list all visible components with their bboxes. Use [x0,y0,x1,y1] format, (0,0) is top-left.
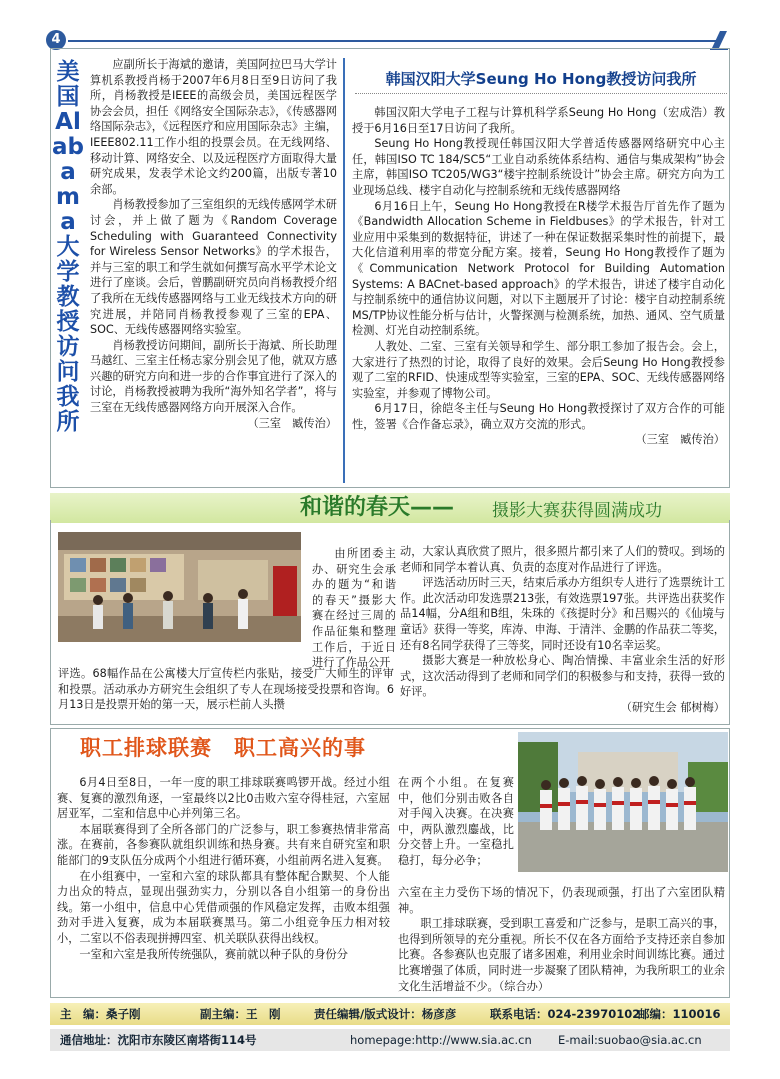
article-volleyball-col2-continued [398,885,725,994]
deputy-editor: 副主编：王 刚 [200,1007,281,1021]
paragraph: 摄影大赛是一种放松身心、陶冶情操、丰富业余生活的好形式，这次活动得到了老师和同学们的积极参与和支持，获得一致的好评。 [400,654,725,699]
paragraph: 韩国汉阳大学电子工程与计算机科学系Seung Ho Hong（宏成浩）教授于6月16日至17日访问了我所。 [352,106,725,135]
postcode: 邮编：110016 [638,1007,721,1021]
header-rule [68,40,718,42]
article-volleyball-col2: 在两个小组。在复赛中，他们分别击败各自对手闯入决赛。在决赛中，两队激烈鏖战，比分交替上升。一室稳扎稳打，每分必争； [398,776,514,867]
mailing-address: 通信地址：沈阳市东陵区南塔街114号 [60,1033,257,1047]
paragraph: 人教处、二室、三室有关领导和学生、部分职工参加了报告会。会上，大家进行了热烈的讨论，取得了良好的效果。会后Seung Ho Hong教授参观了二室的RFID、快速成型等实验室，三室的EPA、SOC、无线传感器网络实验室，并参观了博物公司。 [352,339,725,400]
layout-editor: 责任编辑/版式设计：杨彦彦 [314,1007,457,1021]
article-title-hanyang: 韩国汉阳大学Seung Ho Hong教授访问我所 [355,64,727,94]
masthead-contact [50,1029,730,1051]
vertical-article-title: 美国Alabama大学教授访问我所 [52,59,84,435]
paragraph: 6月16日上午，Seung Ho Hong教授在R楼学术报告厅首先作了题为《Bandwidth Allocation Scheme in Fieldbuses》的学术报告，针对工业应用中采集到的数据特征，讲述了一种在保证数据采集时性的前提下，最大化信道利用率的带宽分配方案。接着，Seung Ho Hong教授作了题为《Communication Network Protocol for Building Automation Systems: A BACnet-based approach》的学术报告，讲述了楼宇自动化与控制系统中的通信协议问题，对以下主题展开了讨论：楼宇自动控制系统MS/TP协议性能分析与估计，火警探测与检测系统，加热、通风、空气质量检测、灯光自动控制系统。 [352,199,725,338]
paragraph: 肖杨教授参加了三室组织的无线传感网学术研讨会，并上做了题为《Random Coverage Scheduling with Guaranteed Connectivity for Wireless Sensor Networks》的学术报告，并与三室的职工和学生就如何撰写高水平学术论文进行了座谈。会后，曾鹏副研究员向肖杨教授介绍了我所在无线传感器网络与工业无线技术方向的研究进展，并陪同肖杨教授参观了三室的EPA、SOC、无线传感器网络实验室。 [90,198,337,337]
paragraph: Seung Ho Hong教授现任韩国汉阳大学普适传感器网络研究中心主任，韩国ISO TC 184/SC5“工业自动系统体系结构、通信与集成架构”协会主席，韩国ISO TC205/WG3“楼宇控制系统设计”协会主席。研究方向为工业现场总线、楼宇自动化与控制系统和无线传感器网络 [352,137,725,197]
page-number: 4 [46,30,66,50]
chief-editor: 主 编：桑子刚 [60,1007,141,1021]
paragraph: 6月17日，徐皑冬主任与Seung Ho Hong教授探讨了双方合作的可能性，签署《合作备忘录》，确立双方交流的形式。 [352,402,725,431]
article-title-spring: 和谐的春天—— [300,495,455,520]
paragraph: 本届联赛得到了全所各部门的广泛参与，职工参赛热情非常高涨。在赛前，各参赛队就组织训练和热身赛。共有来自研究室和职能部门的9支队伍分成两个小组进行循环赛，小组前两名进入复赛。 [57,822,390,867]
column-divider [343,58,345,483]
email-link[interactable]: E-mail:suobao@sia.ac.cn [558,1033,702,1047]
masthead-credits [50,1003,730,1025]
contact-phone: 联系电话：024-23970102 [490,1007,641,1021]
article-spring-right [400,544,725,716]
paragraph: 肖杨教授访问期间，副所长于海斌、所长助理马越红、三室主任杨志家分别会见了他，就双方感兴趣的研究方向和进一步的合作事宜进行了深入的讨论，肖杨教授被聘为我所“海外知名学者”，将与三室在无线传感器网络方向开展深入合作。 [90,338,337,415]
photo-exhibition-image [58,532,301,642]
volleyball-team-photo [518,732,728,872]
article-alabama [90,57,337,431]
paragraph: 在小组赛中，一室和六室的球队都具有整体配合默契、个人能力出众的特点，显现出强劲实力，分别以各自小组第一的身份出线。第一小组中，信息中心凭借顽强的作风稳定发挥，击败本组强劲对手进入复赛，成为本届联赛黑马。第二小组竞争压力相对较小，二室以不俗表现拼搏四室、机关联队获得出线权。 [57,869,390,945]
article-volleyball-col1 [57,775,390,962]
paragraph: 6月4日至8日，一年一度的职工排球联赛鸣锣开战。经过小组赛、复赛的激烈角逐，一室最终以2比0击败六室夺得桂冠，六室屈居亚军，二室和信息中心并列第三名。 [57,776,390,821]
paragraph: 动，大家认真欣赏了照片，很多照片都引来了人们的赞叹。到场的老师和同学本着认真、负责的态度对作品进行了评选。 [400,545,725,574]
author-credit: （研究生会 郁树梅） [620,700,725,714]
paragraph: 六室在主力受伤下场的情况下，仍表现顽强，打出了六室团队精神。 [398,886,725,915]
article-spring-intro: 由所团委主办、研究生会承办的题为“和谐的春天”摄影大赛在经过三周的作品征集和整理工作后，于近日进行了作品公开 [312,547,396,670]
article-spring-continued: 评选。68幅作品在公寓楼大厅宣传栏内张贴，接受广大师生的评审和投票。活动承办方研究生会组织了专人在现场接受投票和咨询。6月13日是投票开始的第一天，展示栏前人头攒 [58,667,394,712]
paragraph: 应副所长于海斌的邀请，美国阿拉巴马大学计算机系教授肖杨于2007年6月8日至9日访问了我所，肖杨教授是IEEE的高级会员，美国远程医学协会会员，担任《网络安全国际杂志》，《传感器网络国际杂志》，《远程医疗和应用国际杂志》主编，IEEE802.11工作小组的投票会员。在无线网络、移动计算、网络安全、以及远程医疗方面取得大量研究成果，发表学术论文约200篇，出版专著10余部。 [90,58,337,196]
article-hanyang [352,105,725,448]
paragraph: 一室和六室是我所传统强队，赛前就以种子队的身份分 [79,947,348,961]
author-credit: （三室 臧传治） [635,433,725,447]
paragraph: 职工排球联赛，受到职工喜爱和广泛参与，是职工高兴的事，也得到所领导的充分重视。所长不仅在各方面给予支持还亲自参加比赛。各参赛队也克服了诸多困难，利用业余时间训练比赛。通过比赛增强了体质，同时进一步凝聚了团队精神，为我所职工的业余文化生活增益不少。（综合办） [398,917,725,993]
paragraph: 评选活动历时三天，结束后承办方组织专人进行了选票统计工作。此次活动印发选票213张，有效选票197张。共评选出获奖作品14幅，分A组和B组，朱珠的《孩提时分》和吕赐兴的《仙境与童话》获得一等奖，库涛、申海、于清泮、金鹏的作品获二等奖，还有8名同学获得了三等奖，同时还设有10名幸运奖。 [400,576,725,652]
homepage-link[interactable]: homepage:http://www.sia.ac.cn [350,1033,532,1047]
article-title-volleyball: 职工排球联赛 职工高兴的事 [80,736,366,760]
article-subtitle-photo-contest: 摄影大赛获得圆满成功 [492,501,662,521]
author-credit: （三室 臧传治） [247,416,337,430]
